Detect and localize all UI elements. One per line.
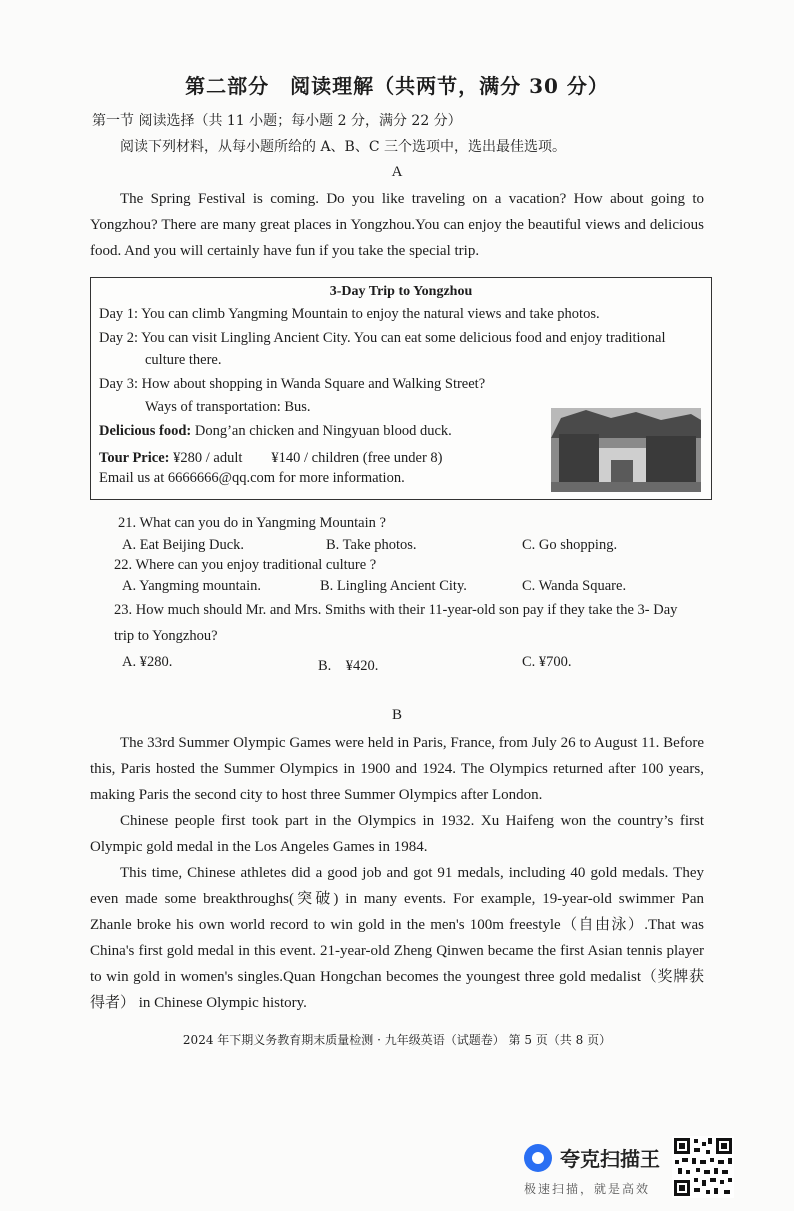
q21-option-a: A. Eat Beijing Duck. xyxy=(122,537,245,553)
ad-day1: Day 1: You can climb Yangming Mountain to enjoy the natural views and take photos. xyxy=(99,306,600,322)
ad-food xyxy=(99,423,452,440)
passage-a-intro: The Spring Festival is coming. Do you like traveling on a vacation? How about going to Yongzhou? There are many great places in Yongzhou.You can enjoy the beautiful views and delicious food. And you will certainly have fun if you take the special trip. xyxy=(90,191,704,259)
passage-b-label: B xyxy=(391,707,402,723)
q23-stem-cont: trip to Yongzhou? xyxy=(114,628,218,644)
ad-day3: Day 3: How about shopping in Wanda Square and Walking Street? xyxy=(99,376,486,392)
q21-option-b: B. Take photos. xyxy=(326,537,417,553)
ad-title: 3-Day Trip to Yongzhou xyxy=(329,284,473,299)
food-text: Dong’an chicken and Ningyuan blood duck. xyxy=(191,423,452,439)
q21-stem: 21. What can you do in Yangming Mountain ? xyxy=(118,515,386,531)
q21-option-c: C. Go shopping. xyxy=(522,537,618,553)
ancient-city-photo xyxy=(551,408,701,492)
page-footer: 2024 年下期义务教育期末质量检测 · 九年级英语（试题卷） 第 5 页（共 8 页） xyxy=(182,1033,612,1047)
ad-day2-cont: culture there. xyxy=(145,352,222,368)
q23-option-b: B. ¥420. xyxy=(318,658,379,674)
scanner-logo-icon xyxy=(524,1144,552,1172)
price-text: ¥280 / adult ¥140 / children (free under 8) xyxy=(169,450,443,466)
scanner-slogan: 极速扫描，就是高效 xyxy=(524,1182,651,1196)
price-label: Tour Price: xyxy=(99,450,170,466)
instructions: 阅读下列材料，从每小题所给的 A、B、C 三个选项中，选出最佳选项。 xyxy=(120,139,567,155)
ad-email: Email us at 6666666@qq.com for more information. xyxy=(99,470,405,486)
passage-a-label: A xyxy=(391,164,403,180)
passage-b-paragraph-3: This time, Chinese athletes did a good job and got 91 medals, including 40 gold medals. They even made some breakthroughs(突破) in many events. For example, 19-year-old swimmer Pan Zhanle broke his own world record to win gold in the men's 100m freestyle（自由泳）.That was China's first gold medal in this event. 21-year-old Zheng Qinwen became the first Asian tennis player to win gold in women's singles.Quan Hongchan becomes the youngest three gold medalist（奖牌获得者） in Chinese Olympic history. xyxy=(90,865,704,1011)
q23-option-c: C. ¥700. xyxy=(522,654,572,670)
q22-option-c: C. Wanda Square. xyxy=(522,578,627,594)
passage-b-paragraph-2: Chinese people first took part in the Olympics in 1932. Xu Haifeng won the country’s first Olympic gold medal in the Los Angeles Games in 1984. xyxy=(90,813,704,855)
q22-option-a: A. Yangming mountain. xyxy=(122,578,261,594)
passage-b-paragraph-1: The 33rd Summer Olympic Games were held in Paris, France, from July 26 to August 11. Before this, Paris hosted the Summer Olympics in 1900 and 1924. The Olympics returned after 100 years, making Paris the second city to host three Summer Olympics after London. xyxy=(90,735,704,803)
q23-stem: 23. How much should Mr. and Mrs. Smiths with their 11-year-old son pay if they take the 3- Day xyxy=(114,602,678,618)
q22-stem: 22. Where can you enjoy traditional culture ? xyxy=(114,557,377,573)
q23-option-a: A. ¥280. xyxy=(122,654,173,670)
scanner-brand: 夸克扫描王 xyxy=(560,1147,660,1171)
ad-day2: Day 2: You can visit Lingling Ancient City. You can eat some delicious food and enjoy traditional xyxy=(99,330,666,346)
page-title: 第二部分 阅读理解（共两节，满分 30 分） xyxy=(185,74,609,98)
q22-option-b: B. Lingling Ancient City. xyxy=(320,578,467,594)
qr-code-icon xyxy=(672,1136,734,1198)
food-label: Delicious food: xyxy=(99,423,192,439)
ad-transport: Ways of transportation: Bus. xyxy=(145,399,311,415)
trip-advertisement xyxy=(90,277,712,500)
ad-price xyxy=(99,446,443,467)
section-heading: 第一节 阅读选择（共 11 小题；每小题 2 分，满分 22 分） xyxy=(92,113,462,129)
